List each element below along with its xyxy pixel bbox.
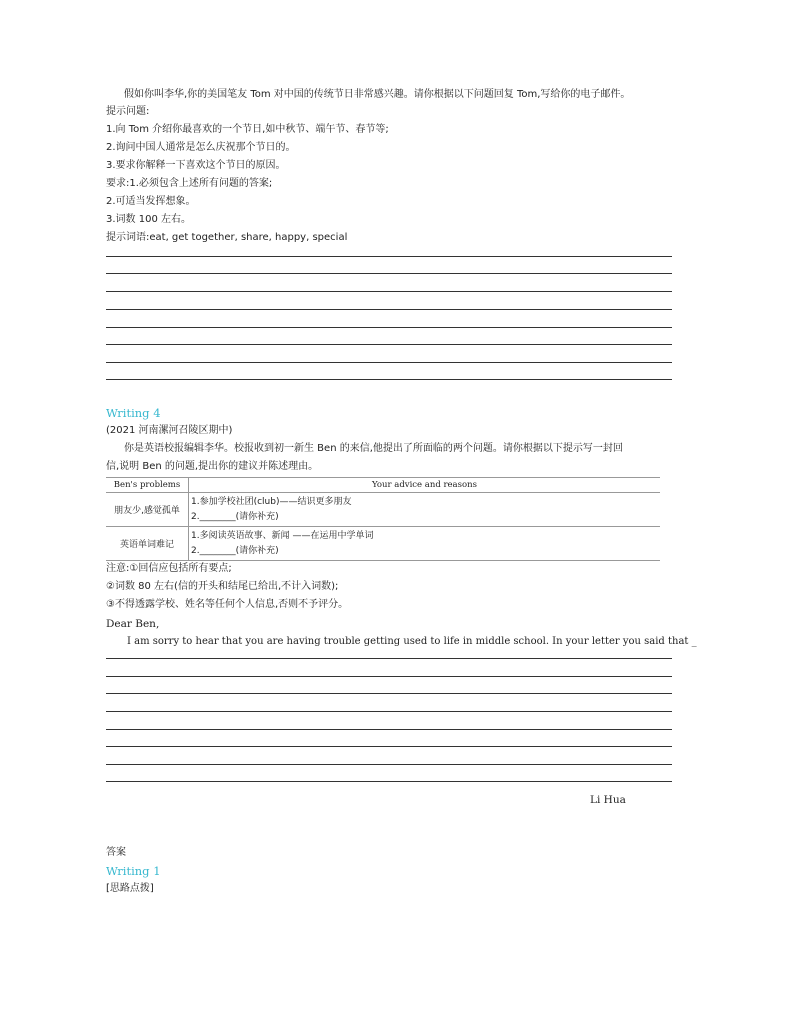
table-row <box>106 527 660 561</box>
salutation: Dear Ben, <box>106 618 160 630</box>
advice-cell <box>189 527 661 561</box>
col-header-advice: Your advice and reasons <box>189 478 661 493</box>
hint-words: 提示词语:eat, get together, share, happy, special <box>106 232 348 243</box>
advice-line: 1.参加学校社团(club)——结识更多朋友 <box>191 496 352 507</box>
advice-cell <box>189 493 661 527</box>
writing4-title: Writing 4 <box>106 406 161 420</box>
question-3: 3.要求你解释一下喜欢这个节日的原因。 <box>106 160 286 171</box>
requirement-3: 3.词数 100 左右。 <box>106 214 191 225</box>
table-row <box>106 493 660 527</box>
writing4-intro-line2: 信,说明 Ben 的问题,提出你的建议并陈述理由。 <box>106 461 319 472</box>
writing-line <box>106 746 672 747</box>
writing-line <box>106 658 672 659</box>
writing-line <box>106 781 672 782</box>
task-intro: 假如你叫李华,你的美国笔友 Tom 对中国的传统节日非常感兴趣。请你根据以下问题回复 Tom,写给你的电子邮件。 <box>124 89 631 100</box>
advice-table <box>106 477 660 561</box>
writing-line <box>106 729 672 730</box>
writing-line <box>106 693 672 694</box>
writing4-source: (2021 河南漯河召陵区期中) <box>106 425 233 436</box>
answer-tip: [思路点拨] <box>106 883 154 894</box>
writing-line <box>106 327 672 328</box>
advice-line: 2.________(请你补充) <box>191 511 279 522</box>
requirement-2: 2.可适当发挥想象。 <box>106 196 196 207</box>
advice-line: 1.多阅读英语故事、新闻 ——在运用中学单词 <box>191 530 374 541</box>
col-header-problems: Ben's problems <box>106 478 189 493</box>
note-3: ③不得透露学校、姓名等任何个人信息,否则不予评分。 <box>106 599 349 610</box>
writing-line <box>106 764 672 765</box>
note-1: 注意:①回信应包括所有要点; <box>106 563 232 574</box>
problem-cell: 朋友少,感觉孤单 <box>106 493 189 527</box>
prompt-heading: 提示问题: <box>106 106 150 117</box>
writing-line <box>106 379 672 380</box>
table-header-row <box>106 478 660 493</box>
writing-line <box>106 711 672 712</box>
writing-line <box>106 676 672 677</box>
writing-line <box>106 362 672 363</box>
question-1: 1.向 Tom 介绍你最喜欢的一个节日,如中秋节、端午节、春节等; <box>106 124 389 135</box>
writing-line <box>106 291 672 292</box>
writing4-intro-line1: 你是英语校报编辑李华。校报收到初一新生 Ben 的来信,他提出了所面临的两个问题。请你根据以下提示写一封回 <box>124 443 623 454</box>
note-2: ②词数 80 左右(信的开头和结尾已给出,不计入词数); <box>106 581 339 592</box>
advice-line: 2.________(请你补充) <box>191 545 279 556</box>
problem-cell: 英语单词难记 <box>106 527 189 561</box>
answer-writing-title: Writing 1 <box>106 864 161 878</box>
answer-heading: 答案 <box>106 847 126 858</box>
signature: Li Hua <box>590 794 626 806</box>
requirement-1: 要求:1.必须包含上述所有问题的答案; <box>106 178 273 189</box>
writing-line <box>106 344 672 345</box>
letter-opening: I am sorry to hear that you are having trouble getting used to life in middle school. In your letter you said that _ <box>127 636 697 647</box>
writing-line <box>106 273 672 274</box>
writing-line <box>106 309 672 310</box>
writing-line <box>106 256 672 257</box>
question-2: 2.询问中国人通常是怎么庆祝那个节日的。 <box>106 142 296 153</box>
